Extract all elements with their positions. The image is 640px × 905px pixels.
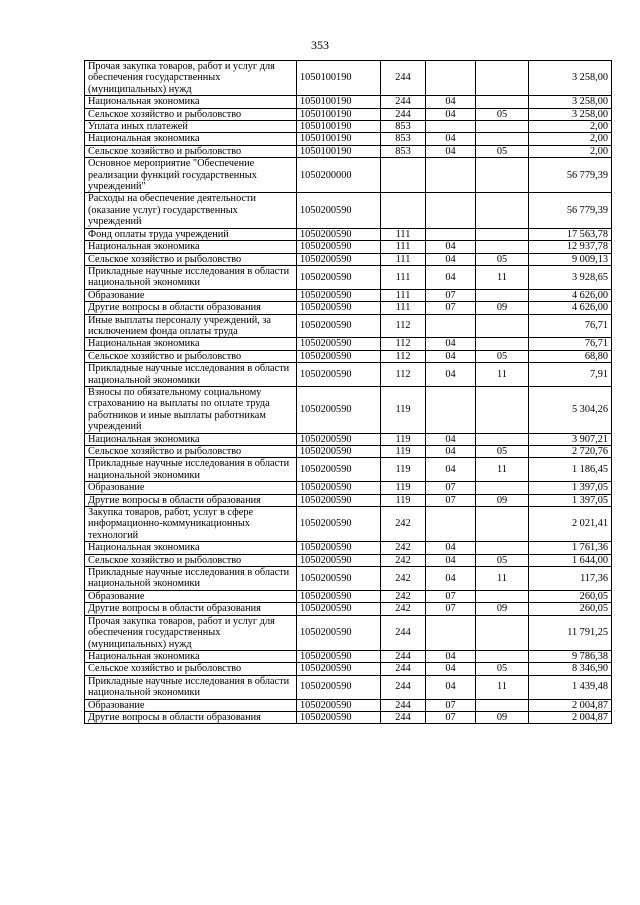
row-name-cell: Национальная экономика: [85, 96, 297, 108]
row-name-cell: Фонд оплаты труда учреждений: [85, 228, 297, 240]
expense-type-cell: 111: [381, 302, 426, 314]
section-cell: 07: [426, 482, 476, 494]
subsection-cell: [476, 542, 529, 554]
expense-type-cell: 242: [381, 542, 426, 554]
subsection-cell: [476, 61, 529, 96]
expense-type-cell: 244: [381, 108, 426, 120]
section-cell: 07: [426, 603, 476, 615]
row-name-cell: Прочая закупка товаров, работ и услуг для обеспечения государственных (муниципальных) нужд: [85, 615, 297, 650]
target-article-cell: 1050100190: [297, 96, 381, 108]
amount-cell: 17 563,78: [529, 228, 612, 240]
amount-cell: 9 009,13: [529, 253, 612, 265]
row-name-cell: Другие вопросы в области образования: [85, 302, 297, 314]
row-name-cell: Национальная экономика: [85, 542, 297, 554]
row-name-cell: Национальная экономика: [85, 433, 297, 445]
subsection-cell: [476, 615, 529, 650]
amount-cell: 2 004,87: [529, 699, 612, 711]
table-row: [85, 193, 612, 228]
subsection-cell: [476, 650, 529, 662]
target-article-cell: 1050200590: [297, 265, 381, 289]
row-name-cell: Сельское хозяйство и рыболовство: [85, 554, 297, 566]
subsection-cell: 11: [476, 363, 529, 387]
table-row: [85, 507, 612, 542]
expense-type-cell: 111: [381, 265, 426, 289]
target-article-cell: 1050200590: [297, 289, 381, 301]
row-name-cell: Сельское хозяйство и рыболовство: [85, 253, 297, 265]
row-name-cell: Прикладные научные исследования в области национальной экономики: [85, 567, 297, 591]
table-row: [85, 699, 612, 711]
row-name-cell: Сельское хозяйство и рыболовство: [85, 145, 297, 157]
table-row: [85, 482, 612, 494]
subsection-cell: [476, 121, 529, 133]
expense-type-cell: 112: [381, 363, 426, 387]
expense-type-cell: 244: [381, 675, 426, 699]
amount-cell: 11 791,25: [529, 615, 612, 650]
section-cell: 04: [426, 145, 476, 157]
subsection-cell: [476, 158, 529, 193]
subsection-cell: [476, 96, 529, 108]
target-article-cell: 1050200590: [297, 711, 381, 723]
section-cell: 04: [426, 363, 476, 387]
table-row: [85, 363, 612, 387]
section-cell: [426, 615, 476, 650]
target-article-cell: 1050200590: [297, 482, 381, 494]
section-cell: 04: [426, 433, 476, 445]
amount-cell: 56 779,39: [529, 193, 612, 228]
subsection-cell: 05: [476, 350, 529, 362]
target-article-cell: 1050200590: [297, 699, 381, 711]
page-number: 353: [311, 38, 329, 52]
section-cell: 04: [426, 663, 476, 675]
amount-cell: 1 186,45: [529, 458, 612, 482]
target-article-cell: 1050200590: [297, 590, 381, 602]
expense-type-cell: 242: [381, 590, 426, 602]
amount-cell: 3 258,00: [529, 61, 612, 96]
table-row: [85, 386, 612, 433]
row-name-cell: Прикладные научные исследования в области национальной экономики: [85, 265, 297, 289]
section-cell: 04: [426, 542, 476, 554]
subsection-cell: [476, 507, 529, 542]
section-cell: 07: [426, 302, 476, 314]
expense-type-cell: 119: [381, 482, 426, 494]
row-name-cell: Национальная экономика: [85, 338, 297, 350]
row-name-cell: Расходы на обеспечение деятельности (оказание услуг) государственных учреждений: [85, 193, 297, 228]
subsection-cell: [476, 386, 529, 433]
subsection-cell: [476, 289, 529, 301]
table-row: [85, 228, 612, 240]
expense-type-cell: 242: [381, 507, 426, 542]
amount-cell: 2,00: [529, 145, 612, 157]
subsection-cell: [476, 241, 529, 253]
section-cell: 04: [426, 458, 476, 482]
amount-cell: 3 258,00: [529, 96, 612, 108]
section-cell: 07: [426, 494, 476, 506]
section-cell: 04: [426, 650, 476, 662]
section-cell: [426, 121, 476, 133]
target-article-cell: 1050100190: [297, 133, 381, 145]
expense-type-cell: 119: [381, 458, 426, 482]
amount-cell: 7,91: [529, 363, 612, 387]
row-name-cell: Основное мероприятие "Обеспечение реализации функций государственных учреждений": [85, 158, 297, 193]
table-row: [85, 121, 612, 133]
subsection-cell: [476, 228, 529, 240]
row-name-cell: Национальная экономика: [85, 650, 297, 662]
section-cell: 07: [426, 289, 476, 301]
target-article-cell: 1050200590: [297, 253, 381, 265]
expense-type-cell: 244: [381, 615, 426, 650]
subsection-cell: 09: [476, 711, 529, 723]
table-row: [85, 446, 612, 458]
amount-cell: 117,36: [529, 567, 612, 591]
target-article-cell: 1050200590: [297, 302, 381, 314]
row-name-cell: Другие вопросы в области образования: [85, 711, 297, 723]
target-article-cell: 1050100190: [297, 61, 381, 96]
section-cell: [426, 386, 476, 433]
table-row: [85, 108, 612, 120]
table-row: [85, 314, 612, 338]
table-row: [85, 663, 612, 675]
target-article-cell: 1050200590: [297, 507, 381, 542]
row-name-cell: Образование: [85, 590, 297, 602]
target-article-cell: 1050200590: [297, 494, 381, 506]
section-cell: [426, 507, 476, 542]
target-article-cell: 1050200590: [297, 458, 381, 482]
section-cell: 04: [426, 567, 476, 591]
target-article-cell: 1050100190: [297, 108, 381, 120]
subsection-cell: 05: [476, 554, 529, 566]
table-row: [85, 61, 612, 96]
table-row: [85, 302, 612, 314]
section-cell: 04: [426, 265, 476, 289]
target-article-cell: 1050200590: [297, 675, 381, 699]
subsection-cell: [476, 133, 529, 145]
expense-type-cell: 111: [381, 253, 426, 265]
target-article-cell: 1050200590: [297, 228, 381, 240]
amount-cell: 5 304,26: [529, 386, 612, 433]
subsection-cell: [476, 433, 529, 445]
table-row: [85, 567, 612, 591]
table-row: [85, 711, 612, 723]
table-row: [85, 338, 612, 350]
amount-cell: 1 644,00: [529, 554, 612, 566]
amount-cell: 260,05: [529, 603, 612, 615]
subsection-cell: 05: [476, 446, 529, 458]
table-row: [85, 145, 612, 157]
subsection-cell: 09: [476, 603, 529, 615]
row-name-cell: Сельское хозяйство и рыболовство: [85, 446, 297, 458]
subsection-cell: 05: [476, 145, 529, 157]
amount-cell: 8 346,90: [529, 663, 612, 675]
amount-cell: 2,00: [529, 133, 612, 145]
amount-cell: 76,71: [529, 338, 612, 350]
table-row: [85, 433, 612, 445]
amount-cell: 2 004,87: [529, 711, 612, 723]
table-row: [85, 158, 612, 193]
table-row: [85, 133, 612, 145]
expense-type-cell: 244: [381, 699, 426, 711]
amount-cell: 76,71: [529, 314, 612, 338]
subsection-cell: 05: [476, 253, 529, 265]
amount-cell: 2 021,41: [529, 507, 612, 542]
section-cell: 07: [426, 711, 476, 723]
target-article-cell: 1050200590: [297, 650, 381, 662]
expense-type-cell: 112: [381, 350, 426, 362]
amount-cell: 2 720,76: [529, 446, 612, 458]
target-article-cell: 1050200590: [297, 542, 381, 554]
section-cell: 04: [426, 338, 476, 350]
expense-type-cell: 244: [381, 650, 426, 662]
table-row: [85, 350, 612, 362]
row-name-cell: Сельское хозяйство и рыболовство: [85, 663, 297, 675]
amount-cell: 3 907,21: [529, 433, 612, 445]
expense-type-cell: 853: [381, 121, 426, 133]
target-article-cell: 1050200590: [297, 363, 381, 387]
table-row: [85, 554, 612, 566]
subsection-cell: [476, 482, 529, 494]
table-row: [85, 675, 612, 699]
row-name-cell: Прикладные научные исследования в области национальной экономики: [85, 363, 297, 387]
expense-type-cell: [381, 193, 426, 228]
target-article-cell: 1050200590: [297, 433, 381, 445]
subsection-cell: [476, 193, 529, 228]
table-row: [85, 590, 612, 602]
table-row: [85, 650, 612, 662]
row-name-cell: Образование: [85, 482, 297, 494]
expense-type-cell: 244: [381, 96, 426, 108]
subsection-cell: [476, 699, 529, 711]
table-row: [85, 458, 612, 482]
table-row: [85, 494, 612, 506]
target-article-cell: 1050200590: [297, 314, 381, 338]
section-cell: 04: [426, 96, 476, 108]
table-row: [85, 603, 612, 615]
row-name-cell: Образование: [85, 289, 297, 301]
section-cell: [426, 314, 476, 338]
amount-cell: 260,05: [529, 590, 612, 602]
target-article-cell: 1050200590: [297, 615, 381, 650]
expense-type-cell: 853: [381, 145, 426, 157]
row-name-cell: Иные выплаты персоналу учреждений, за исключением фонда оплаты труда: [85, 314, 297, 338]
amount-cell: 9 786,38: [529, 650, 612, 662]
section-cell: 04: [426, 241, 476, 253]
table-row: [85, 542, 612, 554]
amount-cell: 1 439,48: [529, 675, 612, 699]
target-article-cell: 1050200590: [297, 193, 381, 228]
amount-cell: 1 761,36: [529, 542, 612, 554]
expense-type-cell: 244: [381, 711, 426, 723]
target-article-cell: 1050200590: [297, 386, 381, 433]
section-cell: 04: [426, 350, 476, 362]
row-name-cell: Другие вопросы в области образования: [85, 603, 297, 615]
expense-type-cell: 112: [381, 314, 426, 338]
budget-table: [84, 60, 612, 724]
subsection-cell: 09: [476, 494, 529, 506]
budget-table-body: [85, 61, 612, 724]
row-name-cell: Закупка товаров, работ, услуг в сфере информационно-коммуникационных технологий: [85, 507, 297, 542]
target-article-cell: 1050200590: [297, 567, 381, 591]
table-row: [85, 253, 612, 265]
section-cell: 07: [426, 699, 476, 711]
expense-type-cell: 119: [381, 446, 426, 458]
subsection-cell: [476, 590, 529, 602]
section-cell: [426, 61, 476, 96]
expense-type-cell: 119: [381, 386, 426, 433]
expense-type-cell: 111: [381, 228, 426, 240]
target-article-cell: 1050200000: [297, 158, 381, 193]
amount-cell: 2,00: [529, 121, 612, 133]
table-row: [85, 265, 612, 289]
expense-type-cell: 111: [381, 241, 426, 253]
amount-cell: 3 258,00: [529, 108, 612, 120]
table-row: [85, 615, 612, 650]
amount-cell: 4 626,00: [529, 302, 612, 314]
amount-cell: 68,80: [529, 350, 612, 362]
expense-type-cell: 119: [381, 494, 426, 506]
row-name-cell: Сельское хозяйство и рыболовство: [85, 350, 297, 362]
subsection-cell: 11: [476, 675, 529, 699]
subsection-cell: 05: [476, 663, 529, 675]
amount-cell: 56 779,39: [529, 158, 612, 193]
expense-type-cell: 119: [381, 433, 426, 445]
row-name-cell: Образование: [85, 699, 297, 711]
target-article-cell: 1050100190: [297, 145, 381, 157]
section-cell: 04: [426, 554, 476, 566]
target-article-cell: 1050200590: [297, 241, 381, 253]
subsection-cell: 11: [476, 567, 529, 591]
row-name-cell: Национальная экономика: [85, 241, 297, 253]
section-cell: 04: [426, 446, 476, 458]
expense-type-cell: 242: [381, 603, 426, 615]
subsection-cell: 11: [476, 458, 529, 482]
row-name-cell: Другие вопросы в области образования: [85, 494, 297, 506]
target-article-cell: 1050200590: [297, 338, 381, 350]
section-cell: 07: [426, 590, 476, 602]
section-cell: 04: [426, 108, 476, 120]
amount-cell: 1 397,05: [529, 482, 612, 494]
section-cell: [426, 228, 476, 240]
subsection-cell: [476, 314, 529, 338]
row-name-cell: Прикладные научные исследования в области национальной экономики: [85, 675, 297, 699]
target-article-cell: 1050200590: [297, 663, 381, 675]
subsection-cell: 05: [476, 108, 529, 120]
target-article-cell: 1050200590: [297, 446, 381, 458]
row-name-cell: Прикладные научные исследования в области национальной экономики: [85, 458, 297, 482]
expense-type-cell: 112: [381, 338, 426, 350]
target-article-cell: 1050200590: [297, 350, 381, 362]
row-name-cell: Прочая закупка товаров, работ и услуг для обеспечения государственных (муниципальных) нужд: [85, 61, 297, 96]
target-article-cell: 1050200590: [297, 603, 381, 615]
section-cell: [426, 158, 476, 193]
expense-type-cell: [381, 158, 426, 193]
section-cell: [426, 193, 476, 228]
amount-cell: 3 928,65: [529, 265, 612, 289]
row-name-cell: Сельское хозяйство и рыболовство: [85, 108, 297, 120]
expense-type-cell: 111: [381, 289, 426, 301]
subsection-cell: 11: [476, 265, 529, 289]
section-cell: 04: [426, 133, 476, 145]
amount-cell: 4 626,00: [529, 289, 612, 301]
expense-type-cell: 244: [381, 663, 426, 675]
amount-cell: 1 397,05: [529, 494, 612, 506]
subsection-cell: 09: [476, 302, 529, 314]
section-cell: 04: [426, 675, 476, 699]
expense-type-cell: 853: [381, 133, 426, 145]
expense-type-cell: 242: [381, 567, 426, 591]
table-row: [85, 241, 612, 253]
row-name-cell: Уплата иных платежей: [85, 121, 297, 133]
subsection-cell: [476, 338, 529, 350]
expense-type-cell: 242: [381, 554, 426, 566]
section-cell: 04: [426, 253, 476, 265]
amount-cell: 12 937,78: [529, 241, 612, 253]
row-name-cell: Взносы по обязательному социальному страхованию на выплаты по оплате труда работников и иные выплаты работникам учреждений: [85, 386, 297, 433]
target-article-cell: 1050100190: [297, 121, 381, 133]
table-row: [85, 96, 612, 108]
table-row: [85, 289, 612, 301]
target-article-cell: 1050200590: [297, 554, 381, 566]
row-name-cell: Национальная экономика: [85, 133, 297, 145]
expense-type-cell: 244: [381, 61, 426, 96]
